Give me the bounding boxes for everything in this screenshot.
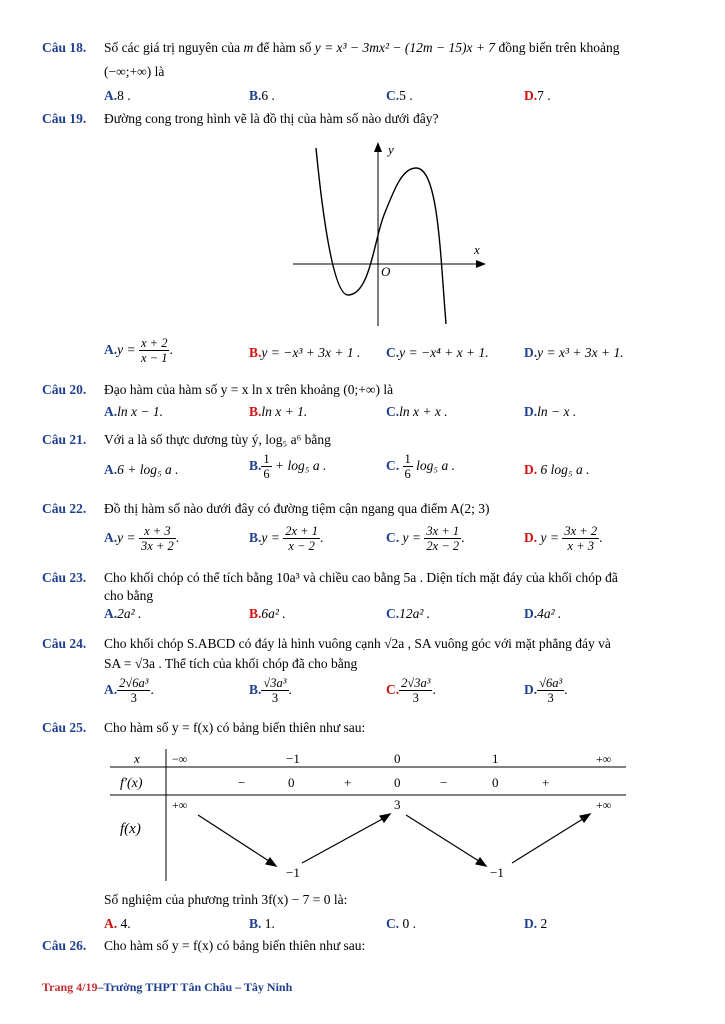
q24-option-c[interactable]: C. $\frac{\text{2√3a³}}{3}$ .: [386, 676, 436, 706]
q18-var-m: m: [243, 40, 254, 55]
q25-question: Số nghiệm của phương trình 3f(x) − 7 = 0 là:: [104, 892, 348, 907]
q18-text-d: là: [154, 64, 165, 79]
origin-label: O: [381, 264, 391, 279]
row-x-label: x: [134, 751, 140, 766]
page-footer: [42, 980, 292, 995]
q19-graph: [288, 140, 488, 330]
q23-option-a[interactable]: A.2a² .: [104, 606, 142, 621]
arrow-head-down-2-icon: [476, 858, 486, 866]
q19-label: Câu 19.: [42, 111, 87, 126]
arrow-head-down-1-icon: [266, 858, 276, 866]
q19-stem: Đường cong trong hình vẽ là đồ thị của hàm số nào dưới đây?: [104, 111, 439, 126]
q22-option-d[interactable]: D. y = $\frac{3x + 2}{x + 3}$ .: [524, 524, 603, 554]
arrow-up-2: [512, 817, 586, 863]
q25-option-a[interactable]: A. 4.: [104, 916, 131, 931]
q18-option-b[interactable]: B.6 .: [249, 88, 275, 103]
q21-option-c[interactable]: C. $\frac{1}{6}$ log₅ a .: [386, 452, 455, 482]
footer-school: –Trường THPT Tân Châu – Tây Ninh: [97, 980, 293, 994]
fp-sign-3: −: [440, 775, 448, 790]
arrow-head-up-2-icon: [580, 814, 590, 822]
q22-stem: Đồ thị hàm số nào dưới đây có đường tiệm cận ngang qua điểm A(2; 3): [104, 501, 490, 516]
q25-option-b[interactable]: B. 1.: [249, 916, 275, 931]
q23-stem-line2: cho bằng: [104, 588, 154, 603]
y-axis-label: y: [388, 142, 394, 157]
q18-option-c[interactable]: C.5 .: [386, 88, 413, 103]
q18-formula: y = x³ − 3mx² − (12m − 15)x + 7: [314, 40, 496, 55]
fp-sign-2: +: [344, 775, 352, 790]
row-f-label: f(x): [120, 821, 141, 837]
variation-arrows: [198, 814, 590, 866]
x-val-minus-1: −1: [286, 751, 300, 766]
q19-option-c[interactable]: C.y = −x⁴ + x + 1.: [386, 345, 489, 360]
q19-option-a[interactable]: A.y = $\frac{x + 2}{x - 1}$ .: [104, 336, 173, 366]
q24-label: Câu 24.: [42, 636, 87, 651]
q18-text-c: đồng biến trên khoảng: [498, 40, 620, 55]
q23-option-d[interactable]: D.4a² .: [524, 606, 562, 621]
q18-interval: (−∞;+∞): [104, 64, 152, 79]
q26-label: Câu 26.: [42, 938, 87, 953]
footer-page: Trang 4/19: [42, 980, 98, 994]
q25-option-d[interactable]: D. 2: [524, 916, 548, 931]
function-curve: [316, 148, 446, 324]
arrow-head-up-1-icon: [380, 814, 390, 822]
q23-option-b[interactable]: B.6a² .: [249, 606, 286, 621]
q24-stem-line2: SA = √3a . Thể tích của khối chóp đã cho bằng: [104, 656, 358, 671]
fp-zero-3: 0: [492, 775, 499, 790]
q25-option-c[interactable]: C. 0 .: [386, 916, 416, 931]
arrow-down-1: [198, 815, 272, 863]
f-mid-top: 3: [394, 797, 401, 812]
q22-option-a[interactable]: A.y = $\frac{x + 3}{3x + 2}$ .: [104, 524, 180, 554]
q24-stem-line1: Cho khối chóp S.ABCD có đáy là hình vuông cạnh √2a , SA vuông góc với mặt phẳng đáy và: [104, 636, 611, 651]
arrow-up-1: [302, 817, 386, 863]
fp-sign-1: −: [238, 775, 246, 790]
q24-option-d[interactable]: D. $\frac{\text{√6a³}}{3}$ .: [524, 676, 568, 706]
q19-option-d[interactable]: D.y = x³ + 3x + 1.: [524, 345, 624, 360]
q18-text-b: để hàm số: [256, 40, 312, 55]
q20-option-b[interactable]: B.ln x + 1.: [249, 404, 308, 419]
f-bottom-right: −1: [490, 865, 504, 880]
q21-option-b[interactable]: B. $\frac{1}{6}$ + log₅ a .: [249, 452, 327, 482]
fp-sign-4: +: [542, 775, 550, 790]
x-axis-label: x: [474, 242, 480, 257]
q20-stem: Đạo hàm của hàm số y = x ln x trên khoảng (0;+∞) là: [104, 382, 394, 397]
arrow-down-2: [406, 815, 482, 863]
f-top-left: +∞: [172, 798, 188, 812]
q23-option-c[interactable]: C.12a² .: [386, 606, 431, 621]
q21-label: Câu 21.: [42, 432, 87, 447]
f-top-right: +∞: [596, 798, 612, 812]
q26-stem: Cho hàm số y = f(x) có bảng biến thiên như sau:: [104, 938, 366, 953]
q24-option-b[interactable]: B. $\frac{\text{√3a³}}{3}$ .: [249, 676, 292, 706]
q23-label: Câu 23.: [42, 570, 87, 585]
x-val-0: 0: [394, 751, 401, 766]
x-val-neg-inf: −∞: [172, 752, 188, 766]
q20-option-d[interactable]: D.ln − x .: [524, 404, 577, 419]
q22-label: Câu 22.: [42, 501, 87, 516]
q21-option-d[interactable]: D. 6 log₅ a .: [524, 462, 590, 477]
fp-zero-2: 0: [394, 775, 401, 790]
q18-option-d[interactable]: D.7 .: [524, 88, 551, 103]
x-axis-arrow-icon: [476, 260, 486, 268]
y-axis-arrow-icon: [374, 142, 382, 152]
x-val-pos-inf: +∞: [596, 752, 612, 766]
q18-label: Câu 18.: [42, 40, 87, 55]
q25-label: Câu 25.: [42, 720, 87, 735]
q18-stem: [104, 40, 690, 56]
f-bottom-left: −1: [286, 865, 300, 880]
q23-stem-line1: Cho khối chóp có thể tích bằng 10a³ và chiều cao bằng 5a . Diện tích mặt đáy của khối chóp đã: [104, 570, 618, 585]
q19-a-fraction: $\frac{x + 2}{x - 1}$: [140, 336, 168, 366]
q21-option-a[interactable]: A.6 + log₅ a .: [104, 462, 179, 477]
q21-stem: Với a là số thực dương tùy ý, log₅ a⁶ bằng: [104, 432, 331, 447]
q20-option-a[interactable]: A.ln x − 1.: [104, 404, 163, 419]
q20-option-c[interactable]: C.ln x + x .: [386, 404, 448, 419]
q25-stem: Cho hàm số y = f(x) có bảng biến thiên như sau:: [104, 720, 366, 735]
q25-variation-table: [100, 745, 635, 885]
q22-option-b[interactable]: B.y = $\frac{2x + 1}{x - 2}$ .: [249, 524, 324, 554]
q19-option-b[interactable]: B.y = −x³ + 3x + 1 .: [249, 345, 361, 360]
q18-text-a: Số các giá trị nguyên của: [104, 40, 241, 55]
q24-option-a[interactable]: A. $\frac{\text{2√6a³}}{3}$ .: [104, 676, 154, 706]
row-fprime-label: f′(x): [120, 776, 143, 791]
q18-option-a[interactable]: A.8 .: [104, 88, 131, 103]
x-val-1: 1: [492, 751, 499, 766]
q18-stem-line2: [104, 64, 164, 80]
q22-option-c[interactable]: C. y = $\frac{3x + 1}{2x - 2}$ .: [386, 524, 465, 554]
fp-zero-1: 0: [288, 775, 295, 790]
q20-label: Câu 20.: [42, 382, 87, 397]
